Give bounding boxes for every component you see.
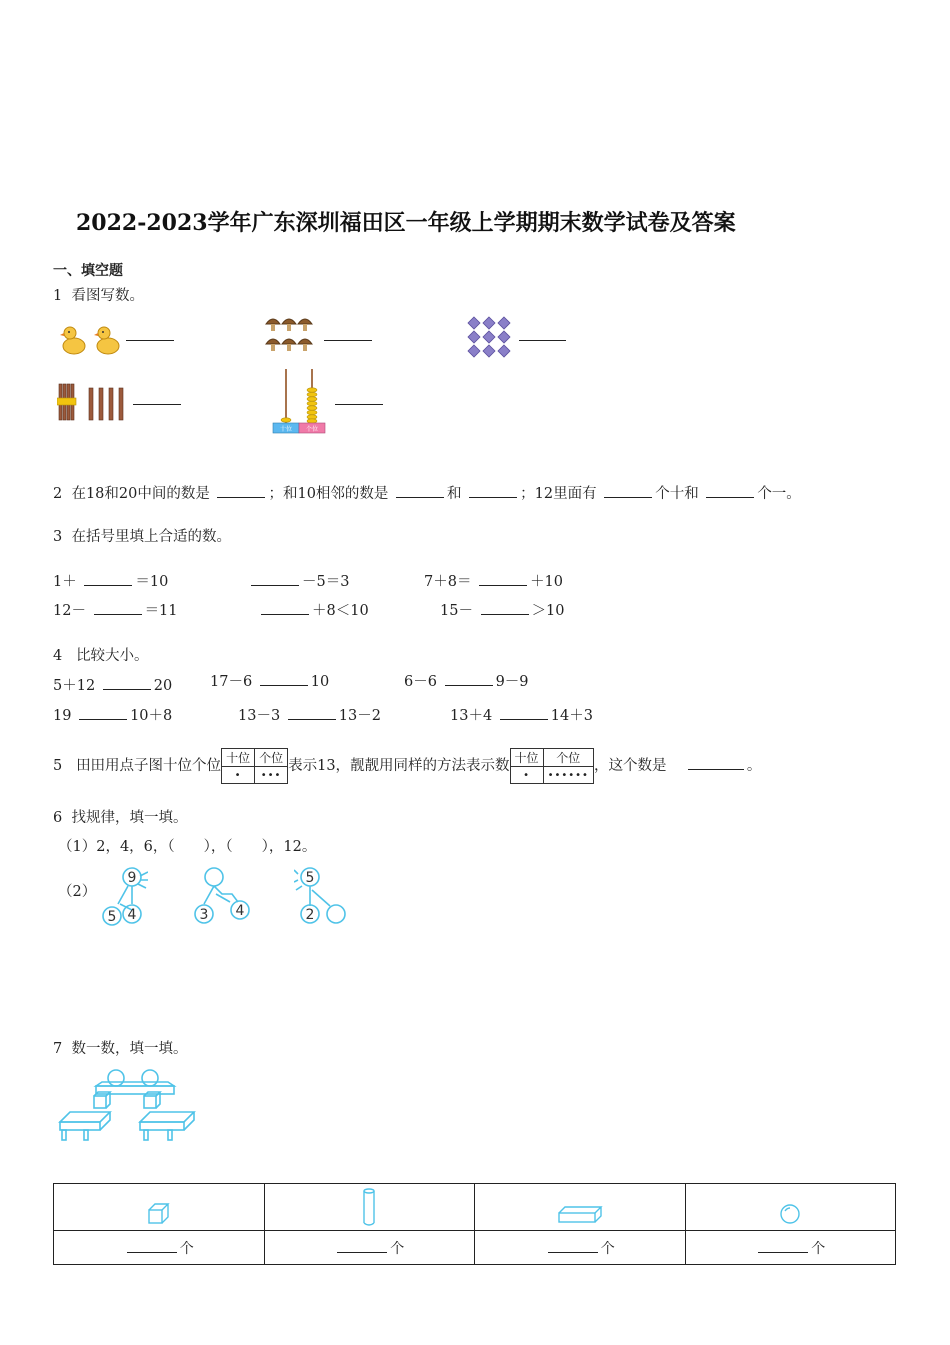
- dot-chart-unknown: 十位 个位 • ••••••: [510, 748, 594, 784]
- answer-blank[interactable]: [688, 755, 744, 770]
- number-tree: [190, 866, 252, 928]
- cuboid-cell: [475, 1184, 686, 1231]
- answer-blank[interactable]: [133, 404, 181, 405]
- diamonds-picture: [467, 316, 513, 358]
- mushrooms-picture: [265, 314, 315, 356]
- cuboid-icon: [557, 1206, 603, 1224]
- svg-text:4: 4: [127, 907, 137, 923]
- equation: 12－ ＝11: [53, 599, 178, 620]
- question-4: 4 比较大小。: [53, 648, 149, 664]
- equation: ＋8＜10: [258, 599, 369, 620]
- equation: 15－ ＞10: [440, 599, 565, 620]
- question-5: 5 田田用点子图十位个位 十位 个位 • •••表示13，靓靓用同样的方法表示数 十位 个位 • ••••••，这个数是 。: [53, 748, 761, 784]
- question-3: 3 在括号里填上合适的数。: [53, 529, 231, 545]
- question-number: 1: [53, 288, 63, 304]
- svg-text:5: 5: [305, 870, 315, 886]
- answer-blank[interactable]: [217, 483, 265, 498]
- comparison: 17－6 10: [210, 670, 329, 691]
- comparison: 5＋12 20: [53, 674, 172, 695]
- question-2: 2 在18和20中间的数是 ；和10相邻的数是 和 ；12里面有 个十和 个一。: [53, 482, 801, 503]
- number-tree: [98, 866, 148, 928]
- shape-figure: [58, 1068, 198, 1144]
- sphere-icon: [779, 1203, 801, 1225]
- svg-text:5: 5: [107, 909, 117, 925]
- sphere-cell: [685, 1184, 896, 1231]
- number-tree: [294, 866, 348, 928]
- answer-blank[interactable]: [396, 483, 444, 498]
- answer-cell[interactable]: 个: [54, 1231, 265, 1265]
- abacus-picture: [272, 367, 328, 435]
- svg-text:3: 3: [199, 907, 209, 923]
- answer-blank[interactable]: [519, 340, 566, 341]
- equation: －5＝3: [248, 570, 349, 591]
- equation: 1＋ ＝10: [53, 570, 168, 591]
- answer-blank[interactable]: [706, 483, 754, 498]
- comparison: 6－6 9－9: [404, 670, 529, 691]
- page-title: 2022-2023学年广东深圳福田区一年级上学期期末数学试卷及答案: [76, 210, 736, 236]
- comparison: 13－3 13－2: [238, 704, 381, 725]
- equation: 7＋8＝ ＋10: [424, 570, 563, 591]
- cylinder-icon: [362, 1187, 376, 1227]
- section-heading: 一、填空题: [53, 263, 123, 279]
- ducks-picture: [60, 322, 124, 356]
- svg-text:十位: 十位: [279, 426, 293, 433]
- sticks-picture: [57, 382, 127, 422]
- svg-text:个位: 个位: [305, 426, 319, 433]
- comparison: 19 10＋8: [53, 704, 172, 725]
- pattern-sequence: （1）2，4，6，（ ），（ ），12。: [58, 839, 317, 855]
- count-table: [53, 1183, 896, 1265]
- question-7: 7 数一数，填一填。: [53, 1041, 188, 1057]
- sub-question-label: （2）: [58, 884, 97, 900]
- question-text: 看图写数。: [71, 288, 144, 304]
- cube-icon: [147, 1203, 171, 1225]
- answer-blank[interactable]: [126, 340, 174, 341]
- comparison: 13＋4 14＋3: [450, 704, 593, 725]
- answer-cell[interactable]: 个: [264, 1231, 475, 1265]
- svg-text:2: 2: [305, 907, 315, 923]
- answer-cell[interactable]: 个: [685, 1231, 896, 1265]
- question-1: [53, 284, 144, 305]
- answer-blank[interactable]: [335, 404, 383, 405]
- svg-text:4: 4: [235, 903, 245, 919]
- svg-text:9: 9: [127, 870, 137, 886]
- dot-chart-13: 十位 个位 • •••: [221, 748, 288, 784]
- answer-blank[interactable]: [469, 483, 517, 498]
- answer-blank[interactable]: [604, 483, 652, 498]
- cube-cell: [54, 1184, 265, 1231]
- answer-blank[interactable]: [324, 340, 372, 341]
- cylinder-cell: [264, 1184, 475, 1231]
- question-6: 6 找规律，填一填。: [53, 810, 188, 826]
- answer-cell[interactable]: 个: [475, 1231, 686, 1265]
